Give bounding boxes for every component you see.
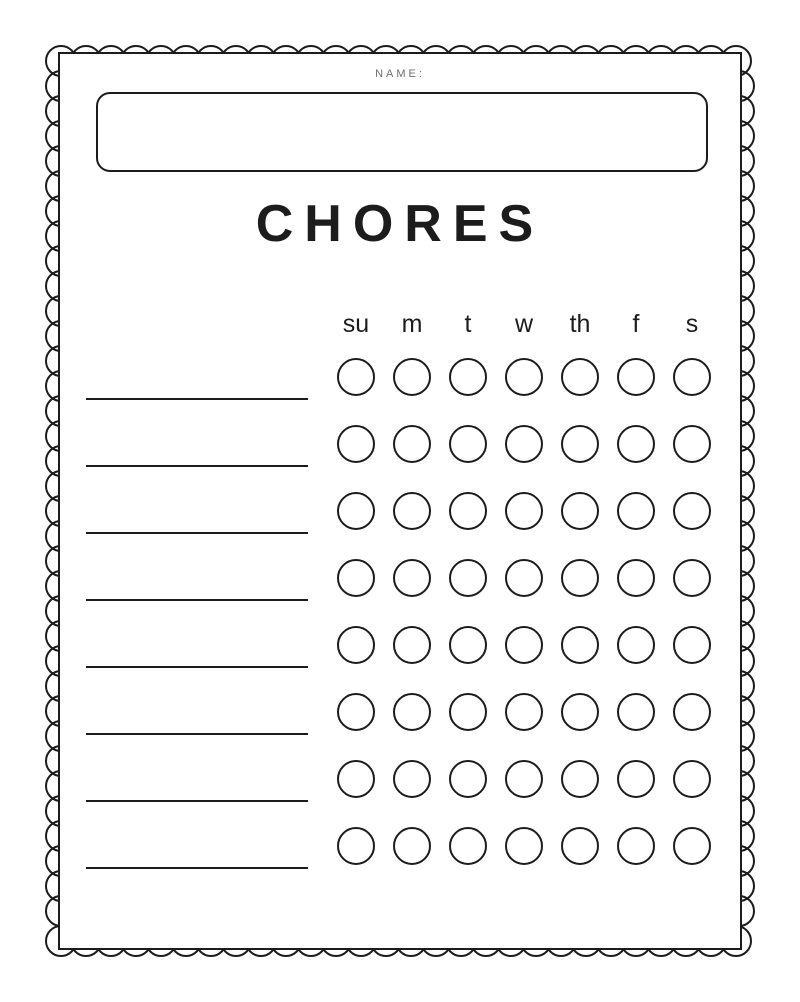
circle-checkbox-icon[interactable] (617, 626, 655, 664)
circle-checkbox-icon[interactable] (449, 760, 487, 798)
day-header-th: th (569, 310, 591, 338)
circle-checkbox-icon[interactable] (337, 760, 375, 798)
circle-checkbox-icon[interactable] (505, 827, 543, 865)
circle-checkbox-icon[interactable] (449, 693, 487, 731)
chore-write-line[interactable] (86, 666, 308, 668)
circle-checkbox-icon[interactable] (393, 425, 431, 463)
circle-checkbox-icon[interactable] (449, 559, 487, 597)
circle-checkbox-icon[interactable] (617, 425, 655, 463)
circle-checkbox-icon[interactable] (505, 559, 543, 597)
checkbox-group (330, 425, 724, 477)
chore-write-line[interactable] (86, 398, 308, 400)
table-row (60, 417, 744, 484)
chore-rows (60, 350, 744, 886)
circle-checkbox-icon[interactable] (337, 827, 375, 865)
circle-checkbox-icon[interactable] (505, 693, 543, 731)
circle-checkbox-icon[interactable] (673, 827, 711, 865)
circle-checkbox-icon[interactable] (673, 626, 711, 664)
circle-checkbox-icon[interactable] (673, 760, 711, 798)
day-header-s: s (685, 310, 699, 338)
circle-checkbox-icon[interactable] (393, 760, 431, 798)
circle-checkbox-icon[interactable] (449, 358, 487, 396)
circle-checkbox-icon[interactable] (337, 559, 375, 597)
checkbox-group (330, 693, 724, 745)
circle-checkbox-icon[interactable] (673, 492, 711, 530)
circle-checkbox-icon[interactable] (393, 827, 431, 865)
name-input[interactable] (96, 92, 708, 172)
circle-checkbox-icon[interactable] (561, 425, 599, 463)
circle-checkbox-icon[interactable] (393, 492, 431, 530)
checkbox-group (330, 559, 724, 611)
table-row (60, 551, 744, 618)
circle-checkbox-icon[interactable] (505, 760, 543, 798)
table-row (60, 618, 744, 685)
circle-checkbox-icon[interactable] (505, 358, 543, 396)
circle-checkbox-icon[interactable] (673, 425, 711, 463)
circle-checkbox-icon[interactable] (393, 693, 431, 731)
day-header-su: su (342, 310, 370, 338)
circle-checkbox-icon[interactable] (449, 492, 487, 530)
name-label: NAME: (375, 68, 425, 80)
circle-checkbox-icon[interactable] (673, 559, 711, 597)
checkbox-group (330, 492, 724, 544)
chore-write-line[interactable] (86, 465, 308, 467)
circle-checkbox-icon[interactable] (617, 827, 655, 865)
circle-checkbox-icon[interactable] (561, 827, 599, 865)
day-header-f: f (632, 310, 640, 338)
day-header-row (330, 310, 724, 344)
circle-checkbox-icon[interactable] (449, 425, 487, 463)
checkbox-group (330, 760, 724, 812)
table-row (60, 819, 744, 886)
checkbox-group (330, 827, 724, 879)
circle-checkbox-icon[interactable] (561, 358, 599, 396)
table-row (60, 484, 744, 551)
day-header-w: w (514, 310, 534, 338)
circle-checkbox-icon[interactable] (393, 626, 431, 664)
chore-write-line[interactable] (86, 733, 308, 735)
circle-checkbox-icon[interactable] (505, 626, 543, 664)
worksheet-sheet (58, 52, 742, 950)
checkbox-group (330, 358, 724, 410)
circle-checkbox-icon[interactable] (505, 425, 543, 463)
circle-checkbox-icon[interactable] (673, 358, 711, 396)
circle-checkbox-icon[interactable] (393, 358, 431, 396)
page-title: CHORES (255, 195, 545, 253)
circle-checkbox-icon[interactable] (561, 559, 599, 597)
circle-checkbox-icon[interactable] (337, 425, 375, 463)
day-header-m: m (401, 310, 423, 338)
circle-checkbox-icon[interactable] (505, 492, 543, 530)
table-row (60, 685, 744, 752)
circle-checkbox-icon[interactable] (393, 559, 431, 597)
checkbox-group (330, 626, 724, 678)
chore-write-line[interactable] (86, 800, 308, 802)
chore-write-line[interactable] (86, 599, 308, 601)
circle-checkbox-icon[interactable] (617, 760, 655, 798)
chore-write-line[interactable] (86, 867, 308, 869)
circle-checkbox-icon[interactable] (617, 358, 655, 396)
circle-checkbox-icon[interactable] (561, 492, 599, 530)
day-header-t: t (464, 310, 472, 338)
circle-checkbox-icon[interactable] (449, 626, 487, 664)
table-row (60, 350, 744, 417)
circle-checkbox-icon[interactable] (561, 626, 599, 664)
circle-checkbox-icon[interactable] (617, 693, 655, 731)
circle-checkbox-icon[interactable] (673, 693, 711, 731)
circle-checkbox-icon[interactable] (617, 559, 655, 597)
circle-checkbox-icon[interactable] (617, 492, 655, 530)
circle-checkbox-icon[interactable] (561, 760, 599, 798)
circle-checkbox-icon[interactable] (561, 693, 599, 731)
circle-checkbox-icon[interactable] (337, 626, 375, 664)
circle-checkbox-icon[interactable] (337, 492, 375, 530)
circle-checkbox-icon[interactable] (337, 358, 375, 396)
circle-checkbox-icon[interactable] (337, 693, 375, 731)
chore-write-line[interactable] (86, 532, 308, 534)
table-row (60, 752, 744, 819)
circle-checkbox-icon[interactable] (449, 827, 487, 865)
